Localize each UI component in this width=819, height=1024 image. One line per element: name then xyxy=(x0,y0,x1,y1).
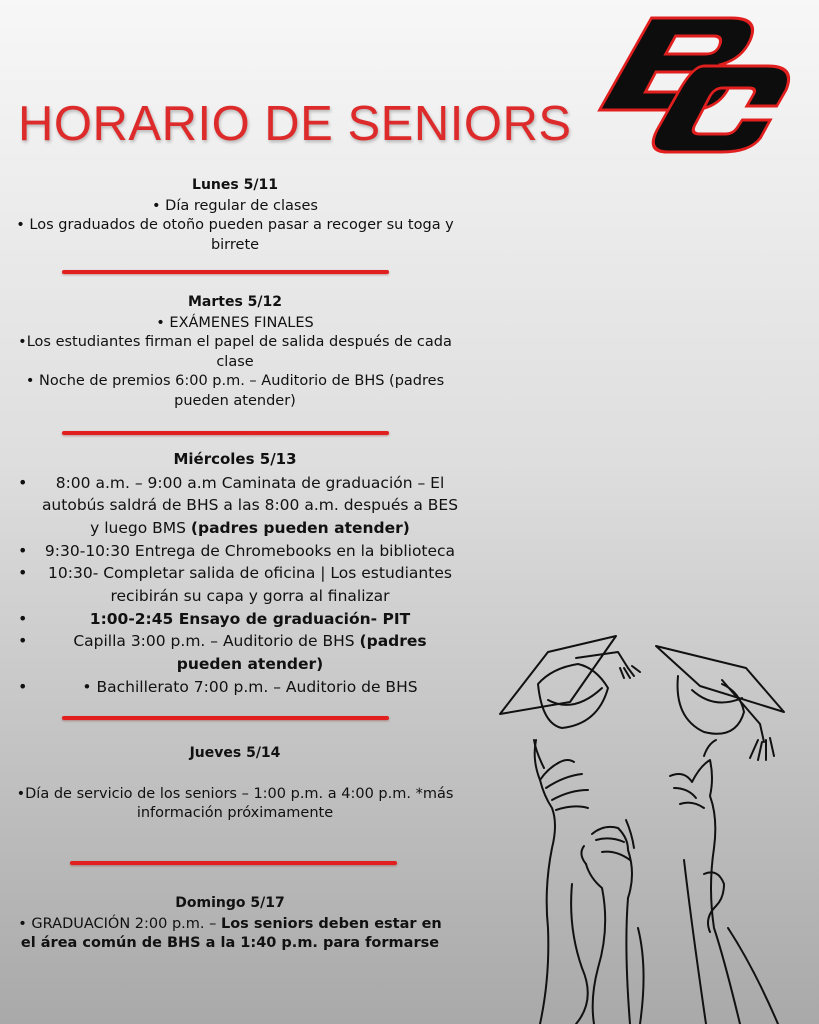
section-lunes xyxy=(0,176,470,255)
list-item: • 9:30-10:30 Entrega de Chromebooks en la biblioteca xyxy=(0,540,470,563)
list-item: • • Bachillerato 7:00 p.m. – Auditorio de BHS xyxy=(0,676,470,699)
section-jueves xyxy=(0,744,470,824)
day-heading: Domingo 5/17 xyxy=(175,895,285,911)
schedule-line: • Noche de premios 6:00 p.m. – Auditorio de BHS (padres xyxy=(25,373,445,389)
day-heading: Jueves 5/14 xyxy=(189,745,281,761)
schedule-line-bold: Los seniors deben estar en el área común de BHS a la 1:40 p.m. para formarse xyxy=(20,915,442,951)
divider xyxy=(70,861,397,865)
schedule-list xyxy=(0,472,470,699)
schedule-line: • Día regular de clases xyxy=(152,197,318,214)
section-miercoles xyxy=(0,450,470,699)
section-martes xyxy=(0,293,470,411)
schedule-line: clase xyxy=(216,353,254,370)
schedule-line: • Los graduados de otoño pueden pasar a recoger su toga y xyxy=(16,217,454,233)
schedule-line: •Los estudiantes firman el papel de salida después de cada xyxy=(18,334,452,350)
page-title: HORARIO DE SENIORS xyxy=(18,97,572,151)
day-heading: Miércoles 5/13 xyxy=(173,450,297,468)
graduation-art-icon xyxy=(478,628,819,1024)
list-item: • 8:00 a.m. – 9:00 a.m Caminata de graduación – El autobús saldrá de BHS a las 8:00 a.m. después a BES y luego BMS (padres pueden atender) xyxy=(0,472,470,540)
divider xyxy=(62,716,389,720)
list-item: • 10:30- Completar salida de oficina | Los estudiantes recibirán su capa y gorra al finalizar xyxy=(0,562,470,607)
schedule-line: • GRADUACIÓN 2:00 p.m. – xyxy=(18,915,217,932)
day-heading: Lunes 5/11 xyxy=(192,177,278,193)
bc-logo-icon xyxy=(596,10,792,156)
schedule-line: birrete xyxy=(210,236,260,253)
schedule-line: •Día de servicio de los seniors – 1:00 p.m. a 4:00 p.m. *más xyxy=(16,785,454,802)
schedule-line: pueden atender) xyxy=(174,392,296,409)
day-heading: Martes 5/12 xyxy=(187,294,282,310)
section-domingo xyxy=(10,894,450,954)
divider xyxy=(62,270,389,274)
list-item: • 1:00-2:45 Ensayo de graduación- PIT xyxy=(0,608,470,631)
schedule-line: información próximamente xyxy=(136,805,334,821)
list-item: • Capilla 3:00 p.m. – Auditorio de BHS (padres pueden atender) xyxy=(0,630,470,675)
schedule-line: • EXÁMENES FINALES xyxy=(156,314,314,331)
divider xyxy=(62,431,389,435)
